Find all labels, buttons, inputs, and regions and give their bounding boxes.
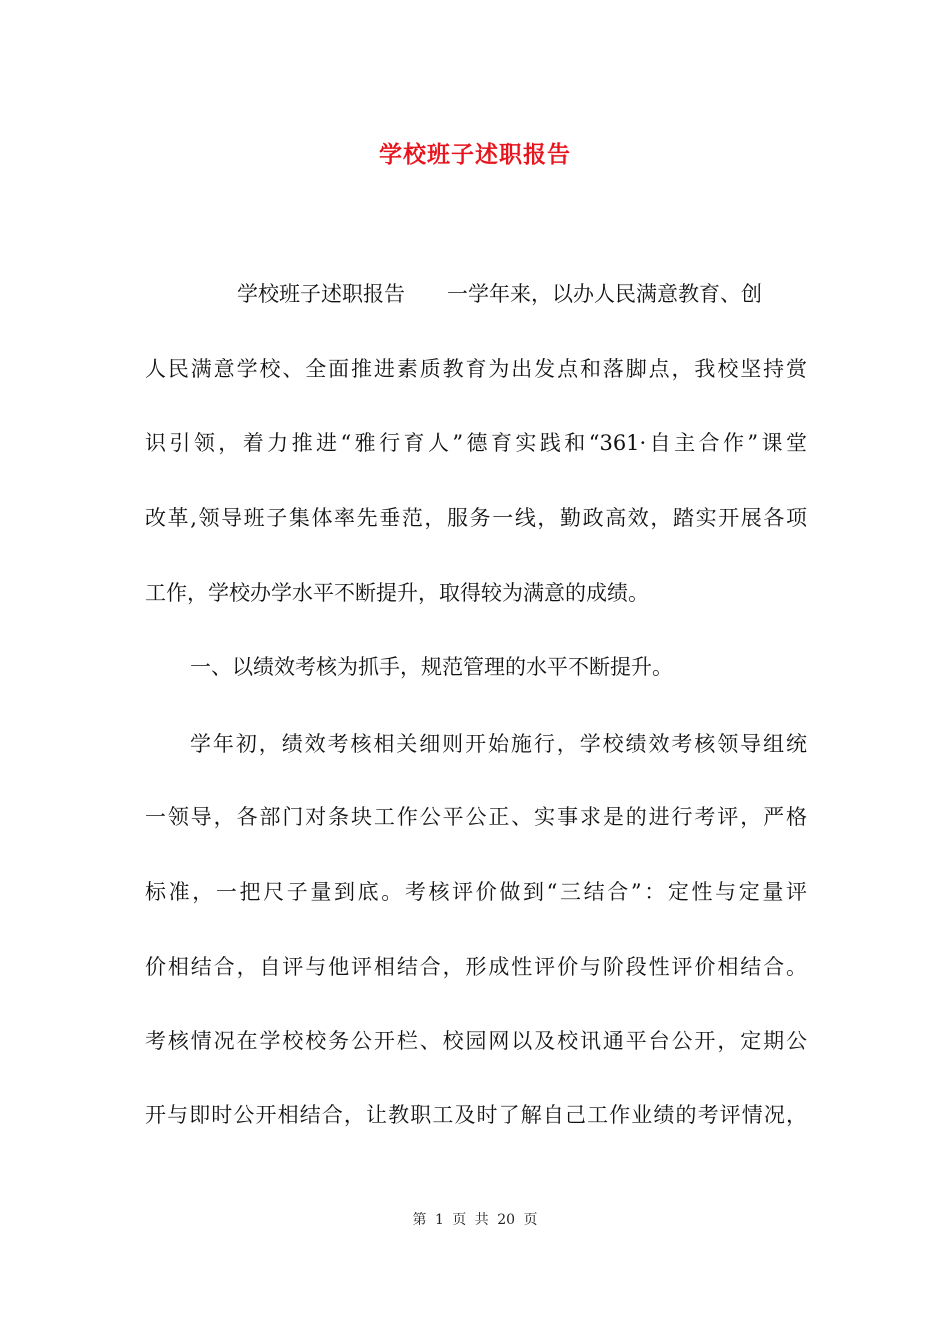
paragraph-line-4: 改革,领导班子集体率先垂范，服务一线，勤政高效，踏实开展各项 (145, 506, 807, 530)
paragraph-line-3: 识引领，着力推进“雅行育人”德育实践和“361·自主合作”课堂 (145, 431, 807, 455)
paragraph-line-8: 标准，一把尺子量到底。考核评价做到“三结合”：定性与定量评 (145, 880, 807, 904)
paragraph-line-9: 价相结合，自评与他评相结合，形成性评价与阶段性评价相结合。 (145, 955, 807, 979)
paragraph-line-1: 学校班子述职报告 一学年来，以办人民满意教育、创 (237, 282, 762, 306)
paragraph-line-10: 考核情况在学校校务公开栏、校园网以及校讯通平台公开，定期公 (145, 1029, 807, 1053)
page-number-footer: 第 1 页 共 20 页 (412, 1212, 538, 1228)
document-title: 学校班子述职报告 (379, 141, 571, 168)
paragraph-line-2: 人民满意学校、全面推进素质教育为出发点和落脚点，我校坚持赏 (145, 357, 807, 381)
section-heading-1: 一、以绩效考核为抓手，规范管理的水平不断提升。 (190, 655, 673, 679)
paragraph-line-6: 学年初，绩效考核相关细则开始施行，学校绩效考核领导组统 (190, 732, 807, 756)
paragraph-line-11: 开与即时公开相结合，让教职工及时了解自己工作业绩的考评情况， (145, 1103, 807, 1127)
paragraph-line-5: 工作，学校办学水平不断提升，取得较为满意的成绩。 (145, 581, 649, 605)
paragraph-line-7: 一领导，各部门对条块工作公平公正、实事求是的进行考评，严格 (145, 805, 807, 829)
